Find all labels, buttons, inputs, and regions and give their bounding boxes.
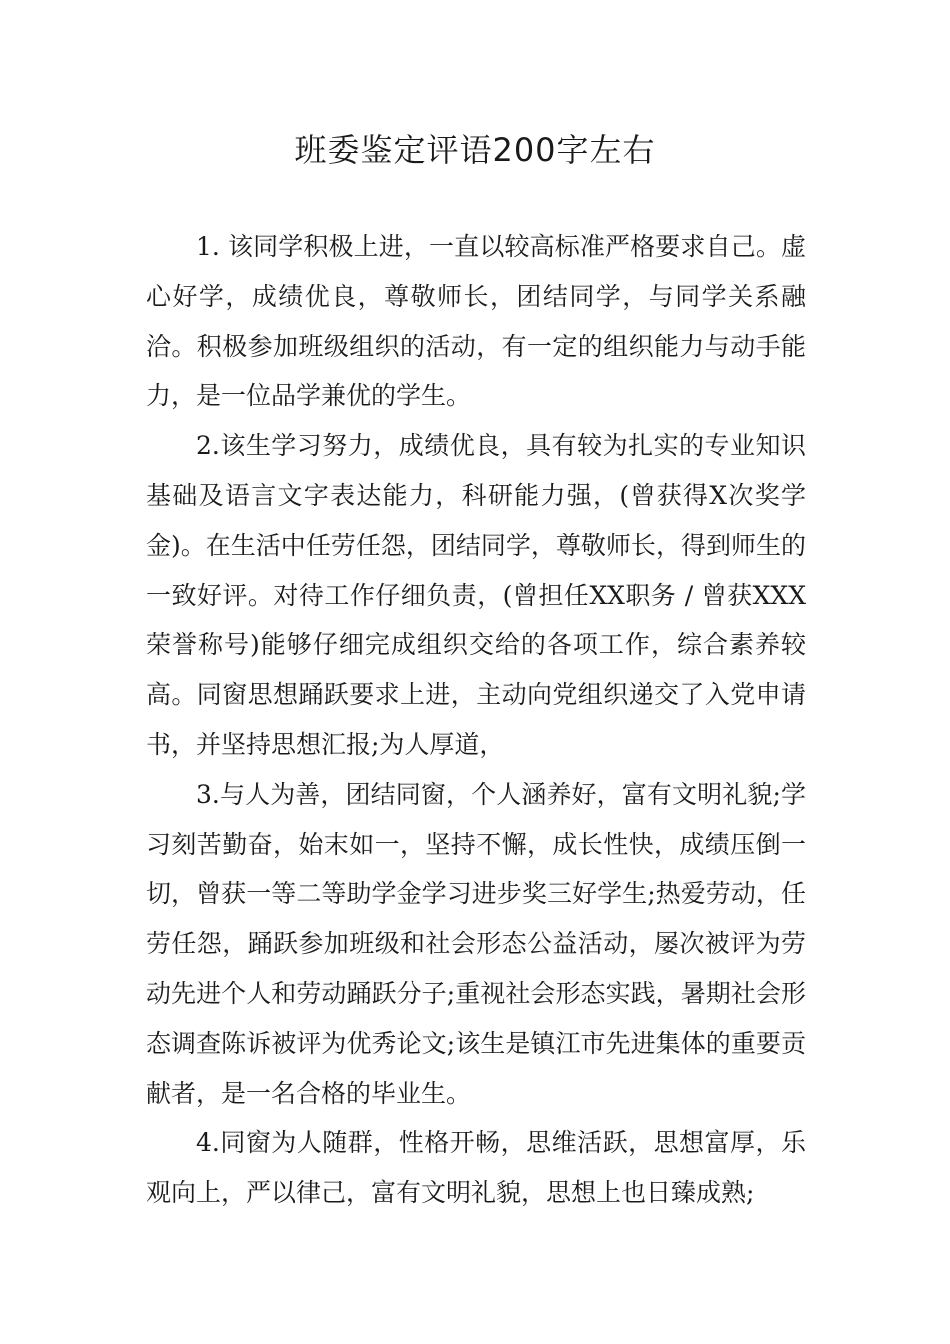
document-body bbox=[146, 222, 806, 1218]
paragraph-1: 1. 该同学积极上进，一直以较高标准严格要求自己。虚心好学，成绩优良，尊敬师长，团结同学，与同学关系融洽。积极参加班级组织的活动，有一定的组织能力与动手能力，是一位品学兼优的学生。 bbox=[146, 232, 806, 411]
paragraph-3: 3.与人为善，团结同窗，个人涵养好，富有文明礼貌;学习刻苦勤奋，始末如一，坚持不懈，成长性快，成绩压倒一切，曾获一等二等助学金学习进步奖三好学生;热爱劳动，任劳任怨，踊跃参加班级和社会形态公益活动，屡次被评为劳动先进个人和劳动踊跃分子;重视社会形态实践，暑期社会形态调查陈诉被评为优秀论文;该生是镇江市先进集体的重要贡献者，是一名合格的毕业生。 bbox=[146, 779, 806, 1108]
paragraph-2: 2.该生学习努力，成绩优良，具有较为扎实的专业知识基础及语言文字表达能力，科研能力强，(曾获得X次奖学金)。在生活中任劳任怨，团结同学，尊敬师长，得到师生的一致好评。对待工作仔细负责，(曾担任XX职务 / 曾获XXX荣誉称号)能够仔细完成组织交给的各项工作，综合素养较高。同窗思想踊跃要求上进，主动向党组织递交了入党申请书，并坚持思想汇报;为人厚道， bbox=[146, 431, 806, 759]
document-title: 班委鉴定评语200字左右 bbox=[294, 131, 656, 169]
paragraph-4: 4.同窗为人随群，性格开畅，思维活跃，思想富厚，乐观向上，严以律己，富有文明礼貌，思想上也日臻成熟; bbox=[146, 1128, 806, 1208]
